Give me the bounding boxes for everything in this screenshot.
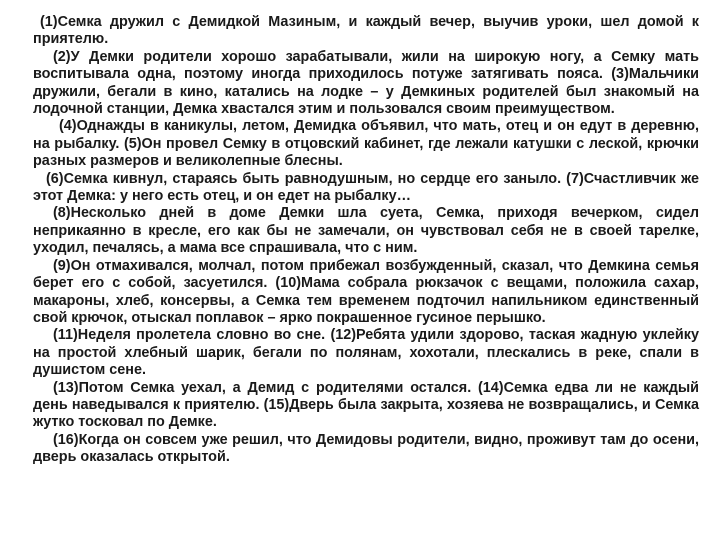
paragraph-1: (1)Семка дружил с Демидкой Мазиным, и каждый вечер, выучив уроки, шел домой к приятелю. <box>33 14 699 48</box>
paragraph-2: (2)У Демки родители хорошо зарабатывали, жили на широкую ногу, а Семку мать воспитывала одна, поэтому иногда приходилось потуже затягивать пояса. (3)Мальчики дружили, бегали в кино, катались на лодке – у Демкиных родителей был знакомый на лодочной станции, Демка хвастался этим и пользовался своим преимуществом. <box>33 48 699 118</box>
paragraph-9: (16)Когда он совсем уже решил, что Демидовы родители, видно, проживут там до осени, дверь оказалась открытой. <box>33 431 699 466</box>
document-text <box>33 14 699 467</box>
paragraph-6: (9)Он отмахивался, молчал, потом прибежал возбужденный, сказал, что Демкина семья берет его с собой, засуетился. (10)Мама собрала рюкзачок с вещами, положила сахар, макароны, хлеб, консервы, а Семка тем временем подточил напильником единственный свой крючок, отыскал поплавок – ярко покрашенное гусиное перышко. <box>33 257 699 326</box>
paragraph-8: (13)Потом Семка уехал, а Демид с родителями остался. (14)Семка едва ли не каждый день наведывался к приятелю. (15)Дверь была закрыта, хозяева не возвращались, и Семка жутко тосковал по Демке. <box>33 379 699 431</box>
paragraph-3: (4)Однажды в каникулы, летом, Демидка объявил, что мать, отец и он едут в деревню, на рыбалку. (5)Он провел Семку в отцовский кабинет, где лежали катушки с леской, крючки разных размеров и великолепные блесны. <box>33 118 699 170</box>
paragraph-4: (6)Семка кивнул, стараясь быть равнодушным, но сердце его заныло. (7)Счастливчик же этот Демка: у него есть отец, и он едет на рыбалку… <box>33 170 699 205</box>
paragraph-5: (8)Несколько дней в доме Демки шла суета, Семка, приходя вечерком, сидел неприкаянно в кресле, его как бы не замечали, он чувствовал себя не в своей тарелке, уходил, печалясь, а мама все спрашивала, что с ним. <box>33 205 699 257</box>
paragraph-7: (11)Неделя пролетела словно во сне. (12)Ребята удили здорово, таская жадную уклейку на простой хлебный шарик, бегали по полянам, хохотали, плескались в реке, спали в душистом сене. <box>33 327 699 379</box>
